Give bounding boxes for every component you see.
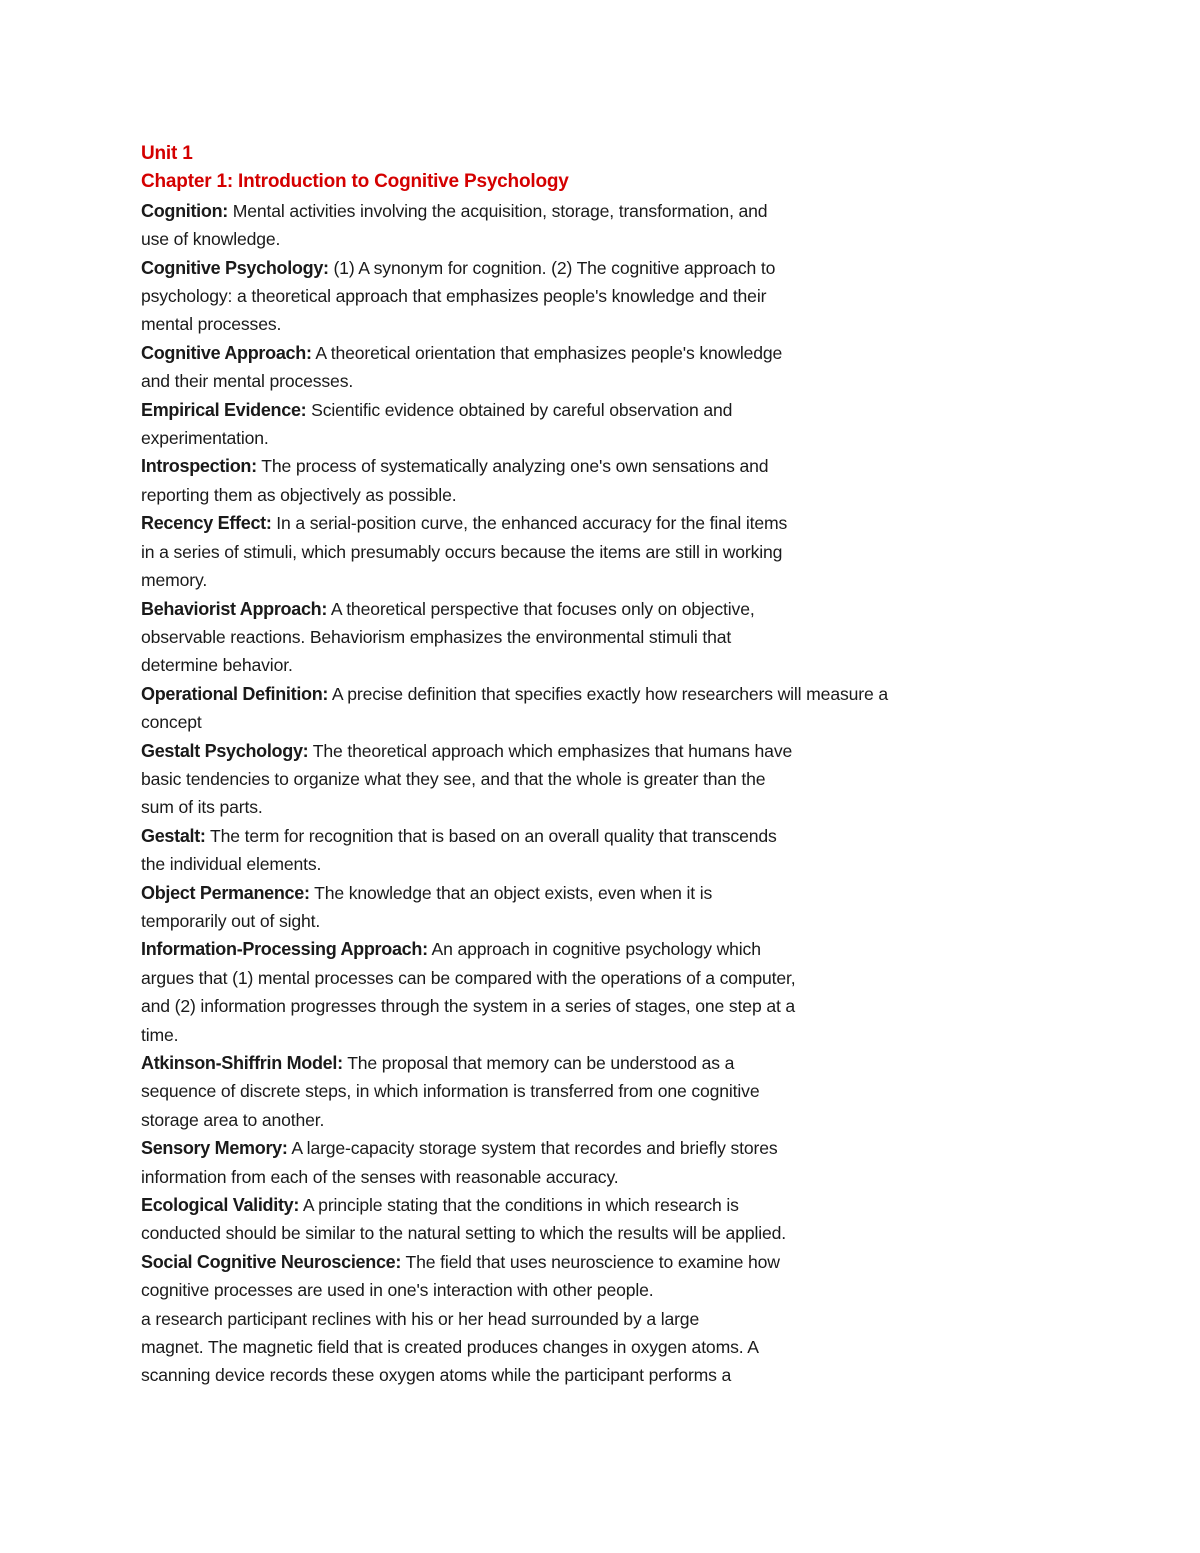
text-line xyxy=(141,1163,1021,1191)
text-line xyxy=(141,225,1021,253)
line-text: The theoretical approach which emphasizes that humans have xyxy=(308,740,793,761)
text-line xyxy=(141,850,1021,878)
chapter-title: Chapter 1: Introduction to Cognitive Psychology xyxy=(141,171,569,193)
text-line xyxy=(141,1219,1021,1247)
text-line xyxy=(141,339,1021,367)
line-text: A precise definition that specifies exactly how researchers will measure a xyxy=(328,683,888,704)
line-text: temporarily out of sight. xyxy=(141,910,321,931)
line-text: use of knowledge. xyxy=(141,229,281,250)
text-line xyxy=(141,254,1021,282)
line-text: memory. xyxy=(141,570,208,591)
glossary-term: Introspection: xyxy=(141,456,257,477)
text-line xyxy=(141,907,1021,935)
line-text: The knowledge that an object exists, even when it is xyxy=(309,882,713,903)
text-line xyxy=(141,310,1021,338)
glossary-term: Cognition: xyxy=(141,200,228,221)
line-text: Scientific evidence obtained by careful observation and xyxy=(306,399,733,420)
text-line xyxy=(141,623,1021,651)
text-line xyxy=(141,197,1021,225)
glossary-term: Cognitive Approach: xyxy=(141,342,312,363)
line-text: The field that uses neuroscience to examine how xyxy=(401,1251,780,1272)
text-line xyxy=(141,1361,1021,1389)
line-text: time. xyxy=(141,1024,179,1045)
text-line xyxy=(141,396,1021,424)
glossary-term: Behaviorist Approach: xyxy=(141,598,328,619)
text-line xyxy=(141,452,1021,480)
line-text: A theoretical orientation that emphasizes people's knowledge xyxy=(311,342,783,363)
text-line xyxy=(141,765,1021,793)
text-line xyxy=(141,1305,1021,1333)
line-text: argues that (1) mental processes can be compared with the operations of a computer, xyxy=(141,967,796,988)
text-line xyxy=(141,1106,1021,1134)
line-text: concept xyxy=(141,712,202,733)
text-line xyxy=(141,1134,1021,1162)
glossary-term: Gestalt: xyxy=(141,825,206,846)
line-text: conducted should be similar to the natural setting to which the results will be applied. xyxy=(141,1223,786,1244)
glossary-term: Atkinson-Shiffrin Model: xyxy=(141,1053,343,1073)
text-line xyxy=(141,509,1021,537)
line-text: The proposal that memory can be understood as a xyxy=(342,1053,735,1073)
text-line xyxy=(141,992,1021,1020)
text-line xyxy=(141,793,1021,821)
glossary-term: Recency Effect: xyxy=(141,513,272,534)
text-line xyxy=(141,1049,1021,1077)
line-text: sum of its parts. xyxy=(141,797,263,818)
text-line xyxy=(141,538,1021,566)
line-text: A large-capacity storage system that recordes and briefly stores xyxy=(287,1138,778,1159)
line-text: basic tendencies to organize what they see, and that the whole is greater than the xyxy=(141,768,766,789)
line-text: and (2) information progresses through the system in a series of stages, one step at a xyxy=(141,996,796,1017)
line-text: sequence of discrete steps, in which information is transferred from one cognitive xyxy=(141,1081,760,1102)
glossary-term: Sensory Memory: xyxy=(141,1138,288,1159)
text-line xyxy=(141,282,1021,310)
line-text: A theoretical perspective that focuses only on objective, xyxy=(327,598,755,619)
text-line xyxy=(141,566,1021,594)
line-text: experimentation. xyxy=(141,428,269,449)
line-text: the individual elements. xyxy=(141,854,322,875)
line-text: a research participant reclines with his or her head surrounded by a large xyxy=(141,1308,700,1329)
line-text: and their mental processes. xyxy=(141,371,354,392)
glossary-term: Social Cognitive Neuroscience: xyxy=(141,1251,402,1272)
text-line xyxy=(141,879,1021,907)
line-text: observable reactions. Behaviorism emphasizes the environmental stimuli that xyxy=(141,626,732,647)
document-page xyxy=(141,140,1021,1390)
line-text: scanning device records these oxygen atoms while the participant performs a xyxy=(141,1365,732,1386)
text-line xyxy=(141,1191,1021,1219)
glossary-term: Ecological Validity: xyxy=(141,1195,300,1216)
glossary-body xyxy=(141,197,1021,1390)
text-line xyxy=(141,595,1021,623)
text-line xyxy=(141,680,1021,708)
glossary-term: Cognitive Psychology: xyxy=(141,257,329,278)
line-text: Mental activities involving the acquisition, storage, transformation, and xyxy=(227,200,768,221)
text-line xyxy=(141,935,1021,963)
line-text: magnet. The magnetic field that is created produces changes in oxygen atoms. A xyxy=(141,1337,759,1358)
text-line xyxy=(141,367,1021,395)
line-text: cognitive processes are used in one's interaction with other people. xyxy=(141,1280,654,1301)
text-line xyxy=(141,1077,1021,1105)
glossary-term: Operational Definition: xyxy=(141,683,329,704)
line-text: mental processes. xyxy=(141,314,282,335)
text-line xyxy=(141,1333,1021,1361)
line-text: determine behavior. xyxy=(141,655,293,676)
glossary-term: Gestalt Psychology: xyxy=(141,740,309,761)
glossary-term: Information-Processing Approach: xyxy=(141,939,428,960)
line-text: A principle stating that the conditions in which research is xyxy=(299,1195,739,1216)
glossary-term: Empirical Evidence: xyxy=(141,399,307,420)
text-line xyxy=(141,964,1021,992)
text-line xyxy=(141,737,1021,765)
text-line xyxy=(141,1276,1021,1304)
text-line xyxy=(141,424,1021,452)
text-line xyxy=(141,1021,1021,1049)
line-text: In a serial-position curve, the enhanced accuracy for the final items xyxy=(271,513,788,534)
line-text: An approach in cognitive psychology which xyxy=(427,939,761,960)
text-line xyxy=(141,481,1021,509)
line-text: psychology: a theoretical approach that emphasizes people's knowledge and their xyxy=(141,286,767,307)
text-line xyxy=(141,1248,1021,1276)
line-text: The term for recognition that is based on an overall quality that transcends xyxy=(205,825,777,846)
line-text: reporting them as objectively as possible. xyxy=(141,484,457,505)
text-line xyxy=(141,651,1021,679)
unit-title: Unit 1 xyxy=(141,143,193,164)
line-text: storage area to another. xyxy=(141,1109,325,1130)
text-line xyxy=(141,822,1021,850)
line-text: (1) A synonym for cognition. (2) The cognitive approach to xyxy=(328,257,776,278)
glossary-term: Object Permanence: xyxy=(141,882,310,903)
text-line xyxy=(141,708,1021,736)
line-text: information from each of the senses with reasonable accuracy. xyxy=(141,1166,619,1187)
line-text: The process of systematically analyzing one's own sensations and xyxy=(256,456,769,477)
line-text: in a series of stimuli, which presumably occurs because the items are still in working xyxy=(141,541,783,562)
